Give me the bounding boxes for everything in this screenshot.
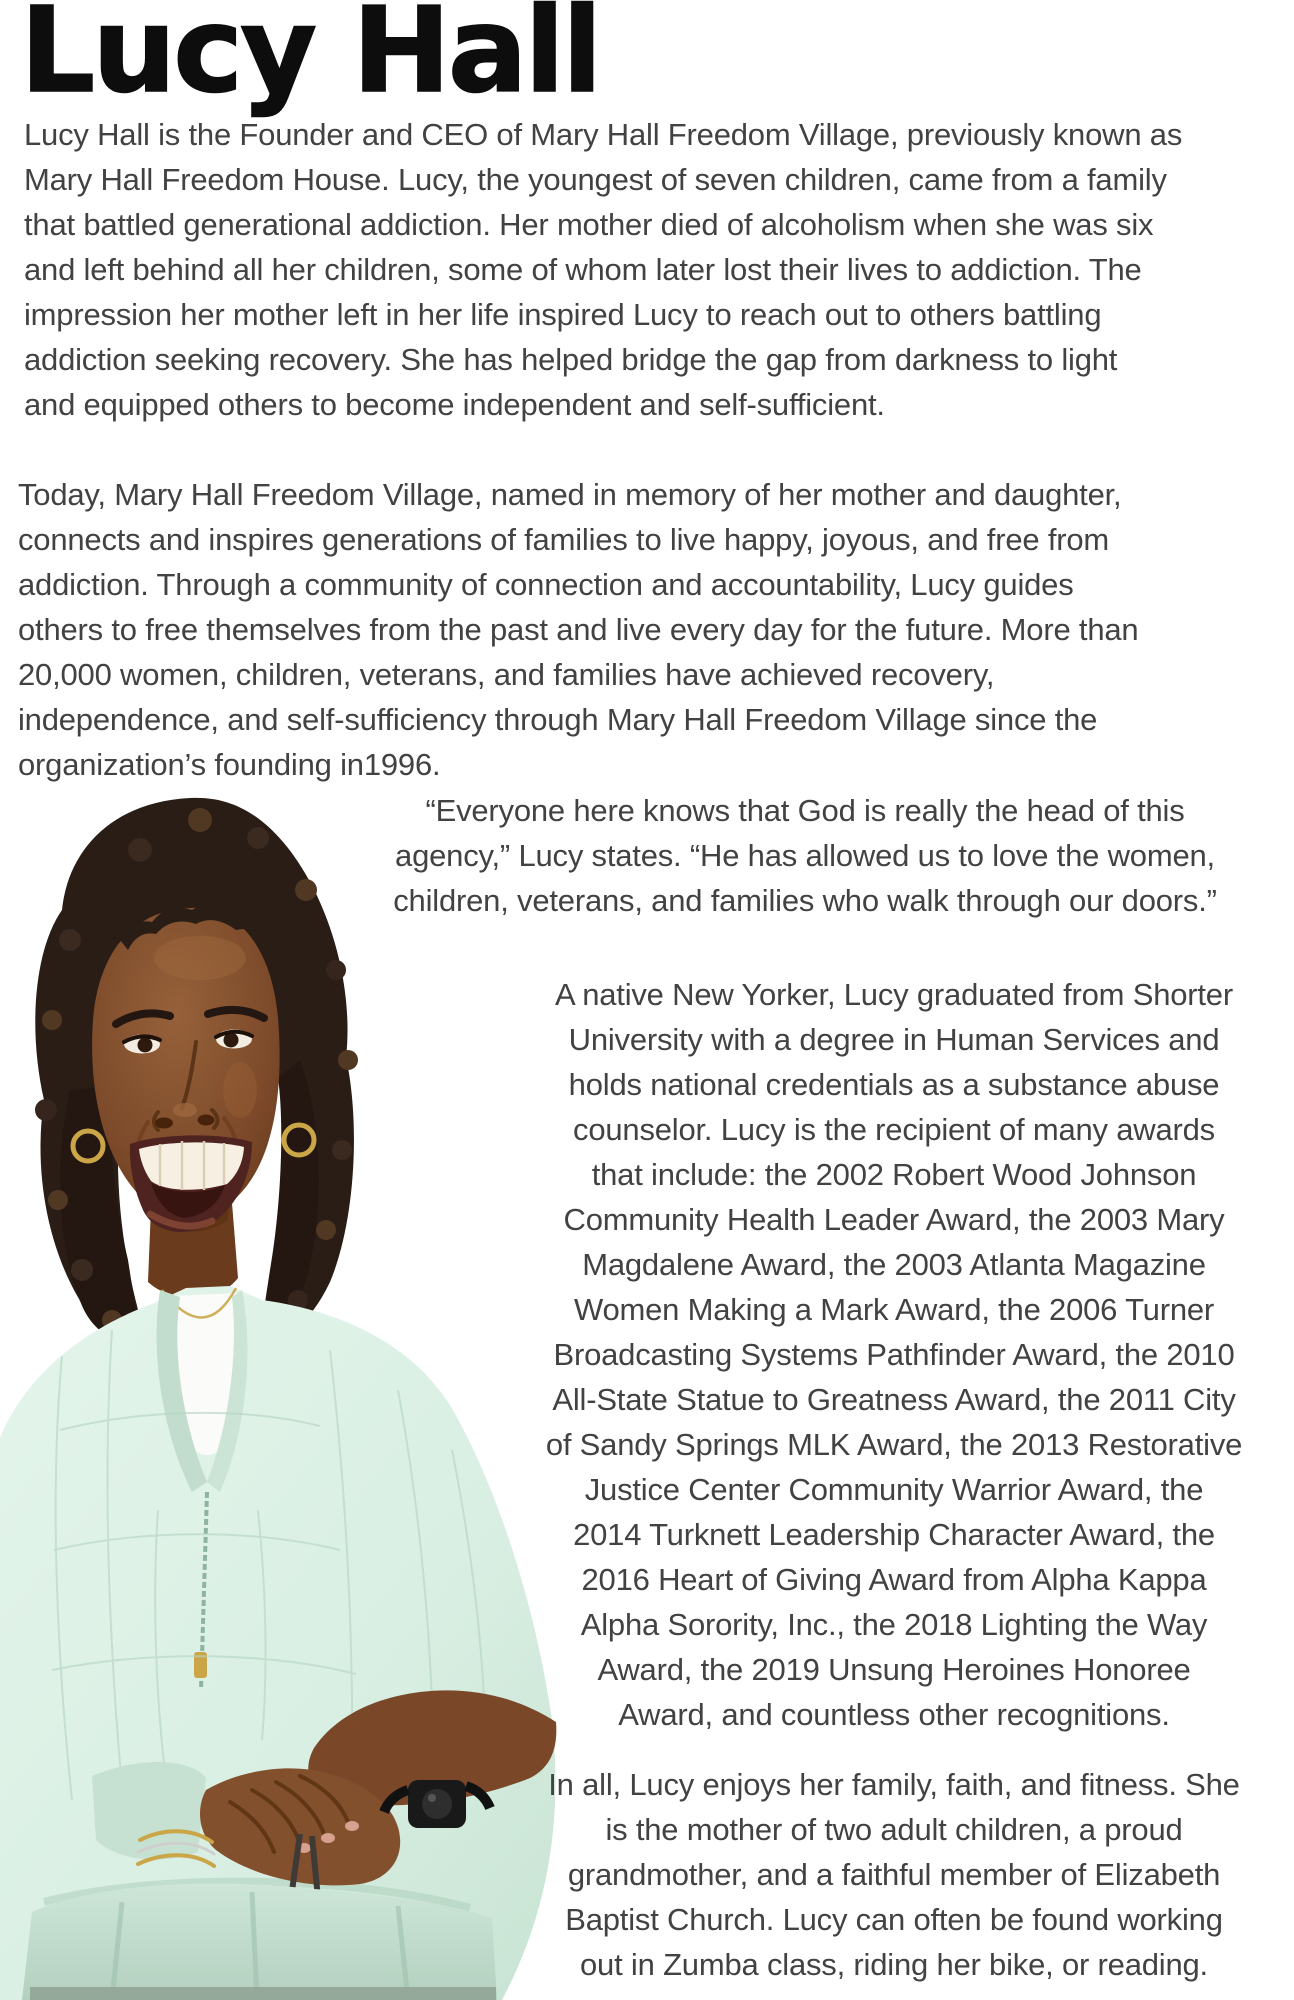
quote-paragraph: “Everyone here knows that God is really the head of this agency,” Lucy states. “He has allowed us to love the women, children, veterans, and families who walk through our doors.” bbox=[393, 793, 1217, 918]
personal-paragraph: In all, Lucy enjoys her family, faith, and fitness. She is the mother of two adult children, a proud grandmother, and a faithful member of Elizabeth Baptist Church. Lucy can often be found working out in Zumba class, riding her bike, or reading. bbox=[548, 1767, 1240, 1982]
page-title: Lucy Hall bbox=[20, 0, 600, 119]
intro-paragraph: Lucy Hall is the Founder and CEO of Mary Hall Freedom Village, previously known as Mary Hall Freedom House. Lucy, the youngest of seven children, came from a family that battled generational addiction. Her mother died of alcoholism when she was six and left behind all her children, some of whom later lost their lives to addiction. The impression her mother left in her life inspired Lucy to reach out to others battling addiction seeking recovery. She has helped bridge the gap from darkness to light and equipped others to become independent and self-sufficient. bbox=[24, 117, 1183, 422]
awards-paragraph: A native New Yorker, Lucy graduated from Shorter University with a degree in Human Services and holds national credentials as a substance abuse counselor. Lucy is the recipient of many awards that include: the 2002 Robert Wood Johnson Community Health Leader Award, the 2003 Mary Magdalene Award, the 2003 Atlanta Magazine Women Making a Mark Award, the 2006 Turner Broadcasting Systems Pathfinder Award, the 2010 All-State Statue to Greatness Award, the 2011 City of Sandy Springs MLK Award, the 2013 Restorative Justice Center Community Warrior Award, the 2014 Turknett Leadership Character Award, the 2016 Heart of Giving Award from Alpha Kappa Alpha Sorority, Inc., the 2018 Lighting the Way Award, the 2019 Unsung Heroines Honoree Award, and countless other recognitions. bbox=[545, 977, 1243, 1732]
photo-face bbox=[92, 904, 280, 1232]
today-paragraph: Today, Mary Hall Freedom Village, named in memory of her mother and daughter, connects and inspires generations of families to live happy, joyous, and free from addiction. Through a community of connection and accountability, Lucy guides others to free themselves from the past and live every day for the future. More than 20,000 women, children, veterans, and families have achieved recovery, independence, and self-sufficiency through Mary Hall Freedom Village since the organization’s founding in1996. bbox=[18, 477, 1139, 782]
